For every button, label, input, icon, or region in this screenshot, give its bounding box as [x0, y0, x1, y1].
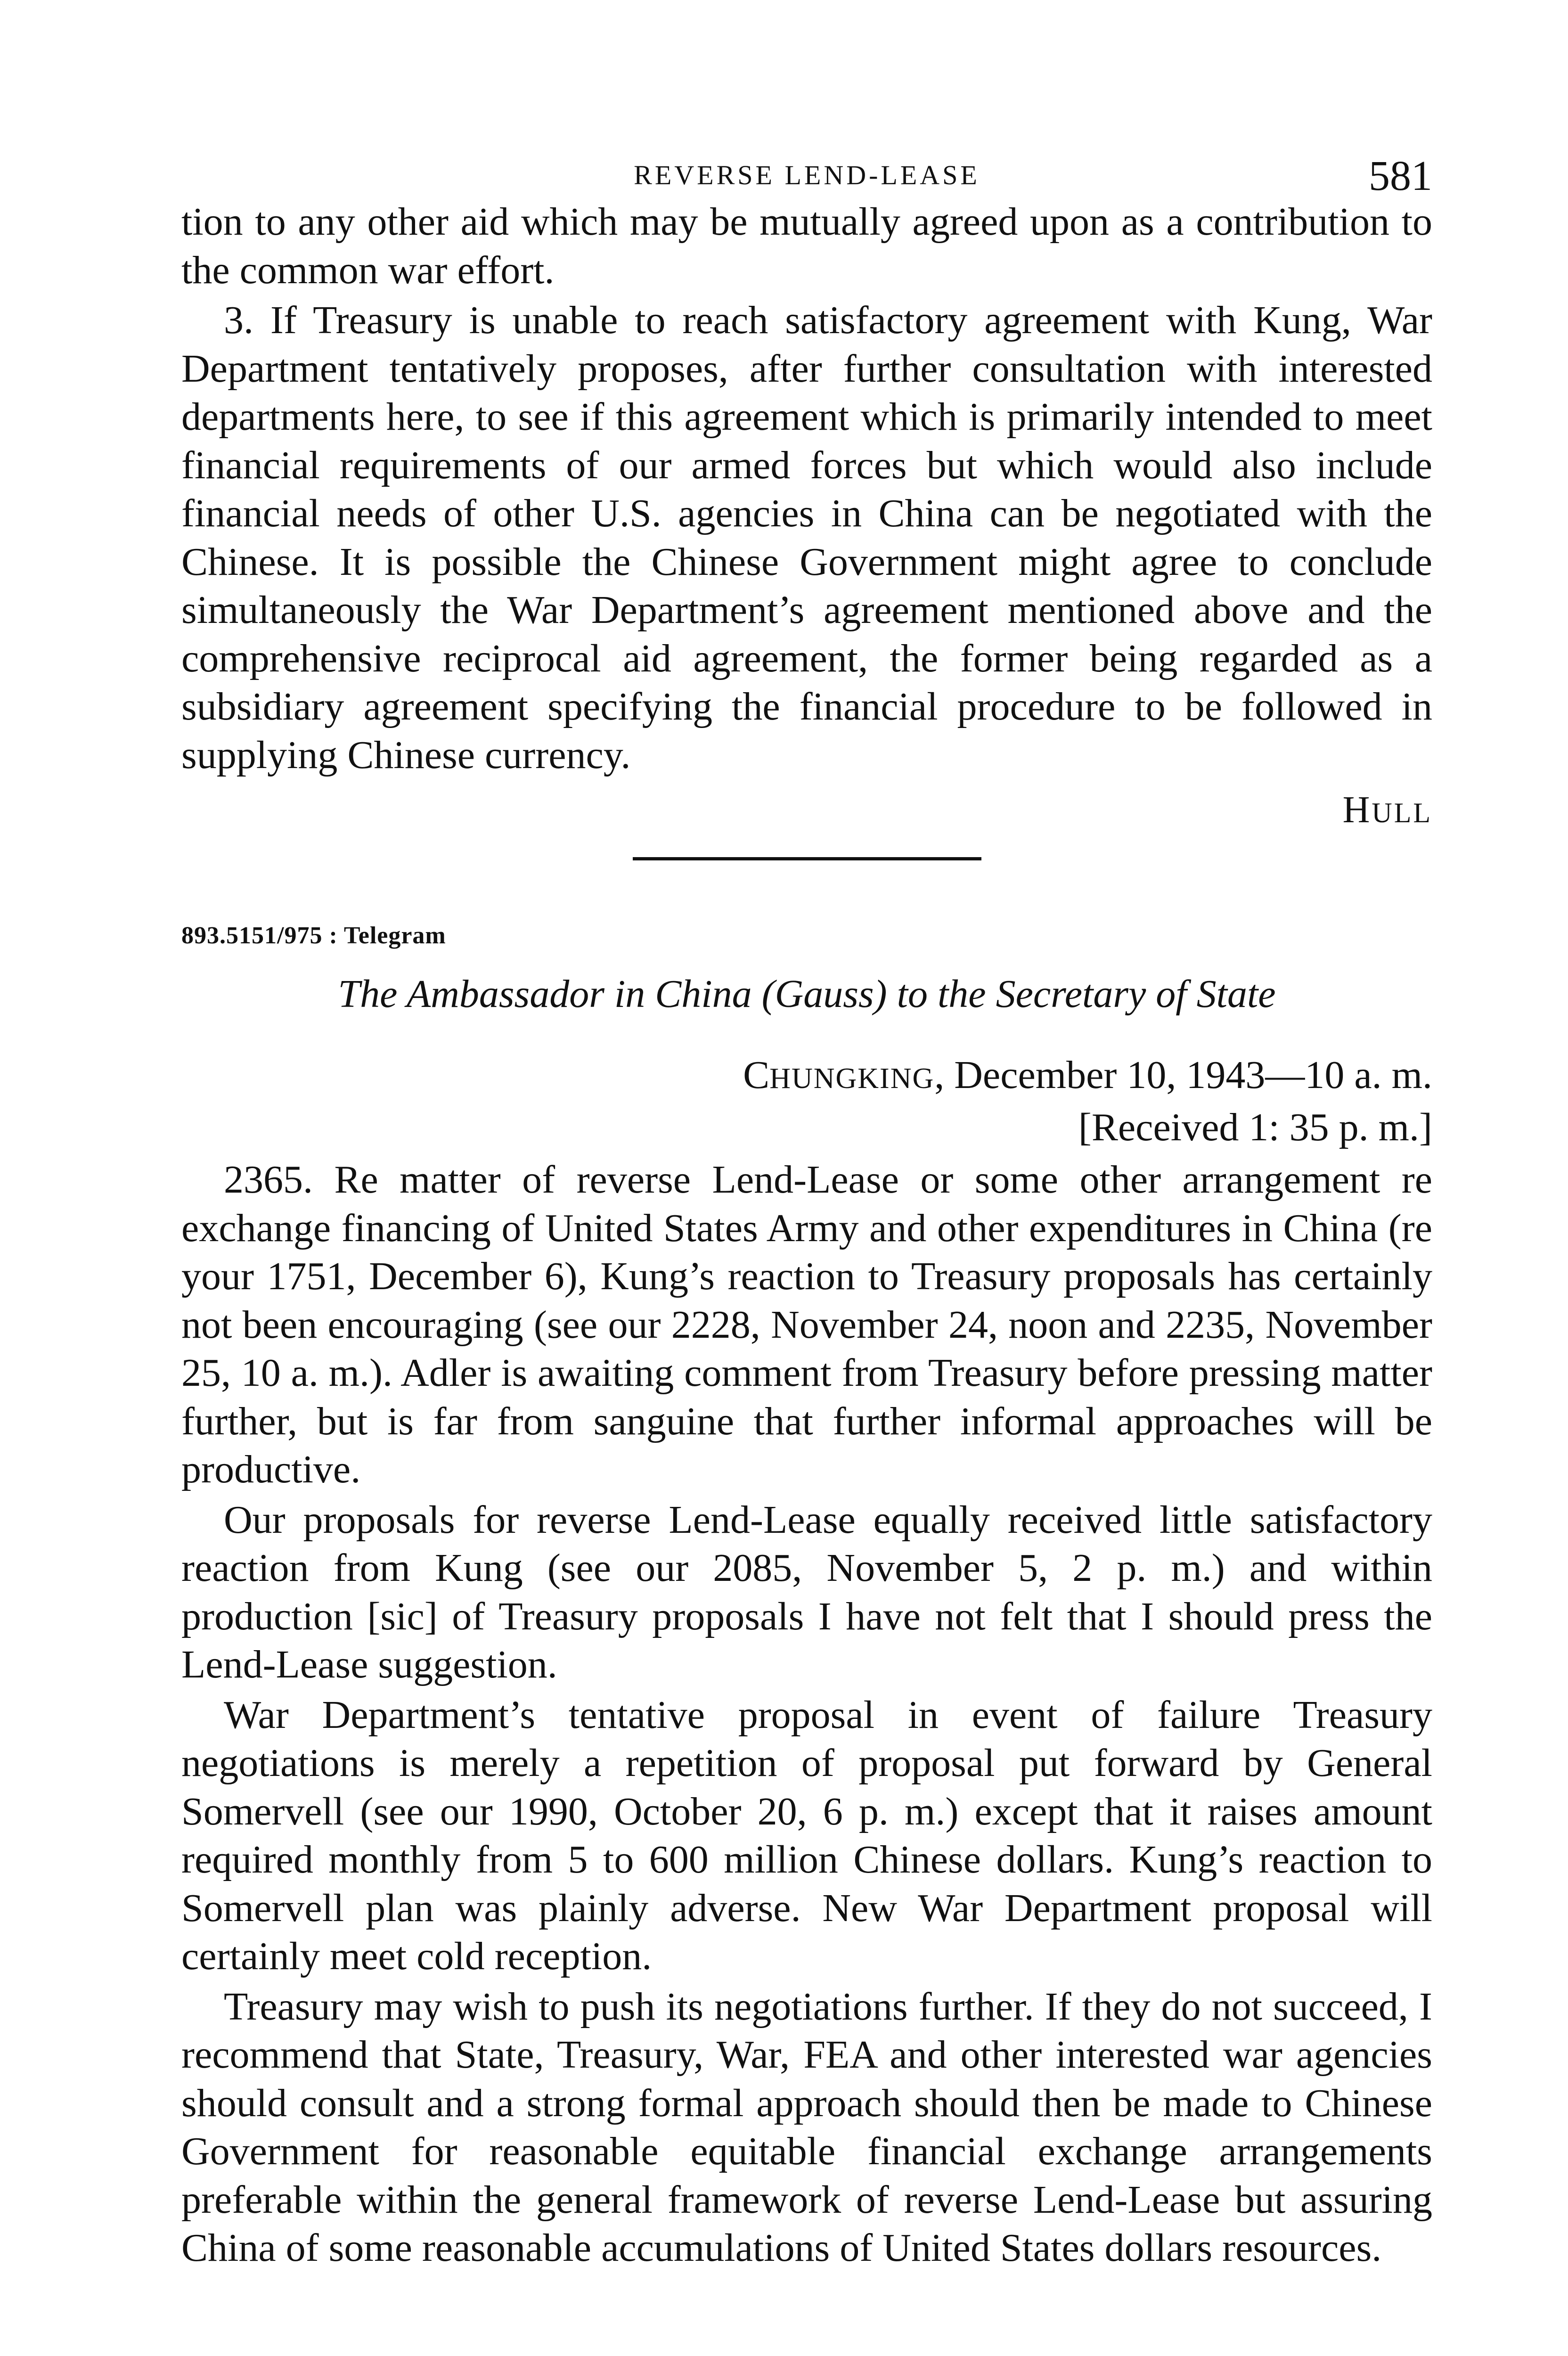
telegram-body [181, 1156, 1432, 2273]
telegram-title: The Ambassador in China (Gauss) to the Secretary of State [338, 972, 1276, 1016]
signature-rest: ULL [1372, 797, 1432, 828]
running-header [181, 141, 1432, 198]
dateline-place-rest: HUNGKING [769, 1063, 935, 1095]
telegram-paragraph: 2365. Re matter of reverse Lend-Lease or some other arrangement re exchange financing of United States Army and other expenditures in China (re your 1751, December 6), Kung’s reaction to Treasury proposals has certainly not been encouraging (see our 2228, November 24, noon and 2235, November 25, 10 a. m.). Adler is awaiting comment from Treasury before pressing matter further, but is far from sanguine that further informal approaches will be productive. [181, 1158, 1432, 1491]
section-divider [633, 857, 981, 860]
running-title: REVERSE LEND-LEASE [634, 160, 980, 190]
page-number: 581 [1369, 153, 1432, 199]
signature-hull [181, 789, 1432, 836]
dateline [181, 1051, 1432, 1103]
file-reference: 893.5151/975 : Telegram [181, 922, 446, 949]
continuation-paragraph: tion to any other aid which may be mutually agreed upon as a contribution to the common war effort. [181, 200, 1432, 292]
dateline-date: , December 10, 1943—10 a. m. [934, 1053, 1432, 1097]
telegram-paragraph: War Department’s tentative proposal in event of failure Treasury negotiations is merely a repetition of proposal put forward by General Somervell (see our 1990, October 20, 6 p. m.) except that it raises amount required monthly from 5 to 600 million Chinese dollars. Kung’s reaction to Somervell plan was plainly adverse. New War Department proposal will certainly meet cold reception. [181, 1693, 1432, 1978]
received-line: [Received 1: 35 p. m.] [1078, 1105, 1432, 1149]
telegram-paragraph: Treasury may wish to push its negotiations further. If they do not succeed, I recommend that State, Treasury, War, FEA and other interested war agencies should consult and a strong formal approach should then be made to Chinese Government for reasonable equitable financial exchange arrangements preferable within the general framework of reverse Lend-Lease but assuring China of some reasonable accumulations of United States dollars resources. [181, 1984, 1432, 2270]
signature-initial: H [1342, 789, 1372, 831]
document-page [181, 141, 1432, 2273]
dateline-place-initial: C [743, 1053, 770, 1097]
paragraph-3: 3. If Treasury is unable to reach satisfactory agreement with Kung, War Department tentatively proposes, after further consultation with interested departments here, to see if this agreement which is primarily intended to meet financial requirements of our armed forces but which would also include financial needs of other U.S. agencies in China can be negotiated with the Chinese. It is possible the Chinese Government might agree to conclude simultaneously the War Department’s agreement mentioned above and the comprehensive reciprocal aid agreement, the former being regarded as a subsidiary agreement specifying the financial procedure to be followed in supplying Chinese currency. [181, 298, 1432, 777]
telegram-paragraph: Our proposals for reverse Lend-Lease equally received little satisfactory reaction from Kung (see our 2085, November 5, 2 p. m.) and within production [sic] of Treasury proposals I have not felt that I should press the Lend-Lease suggestion. [181, 1497, 1432, 1686]
